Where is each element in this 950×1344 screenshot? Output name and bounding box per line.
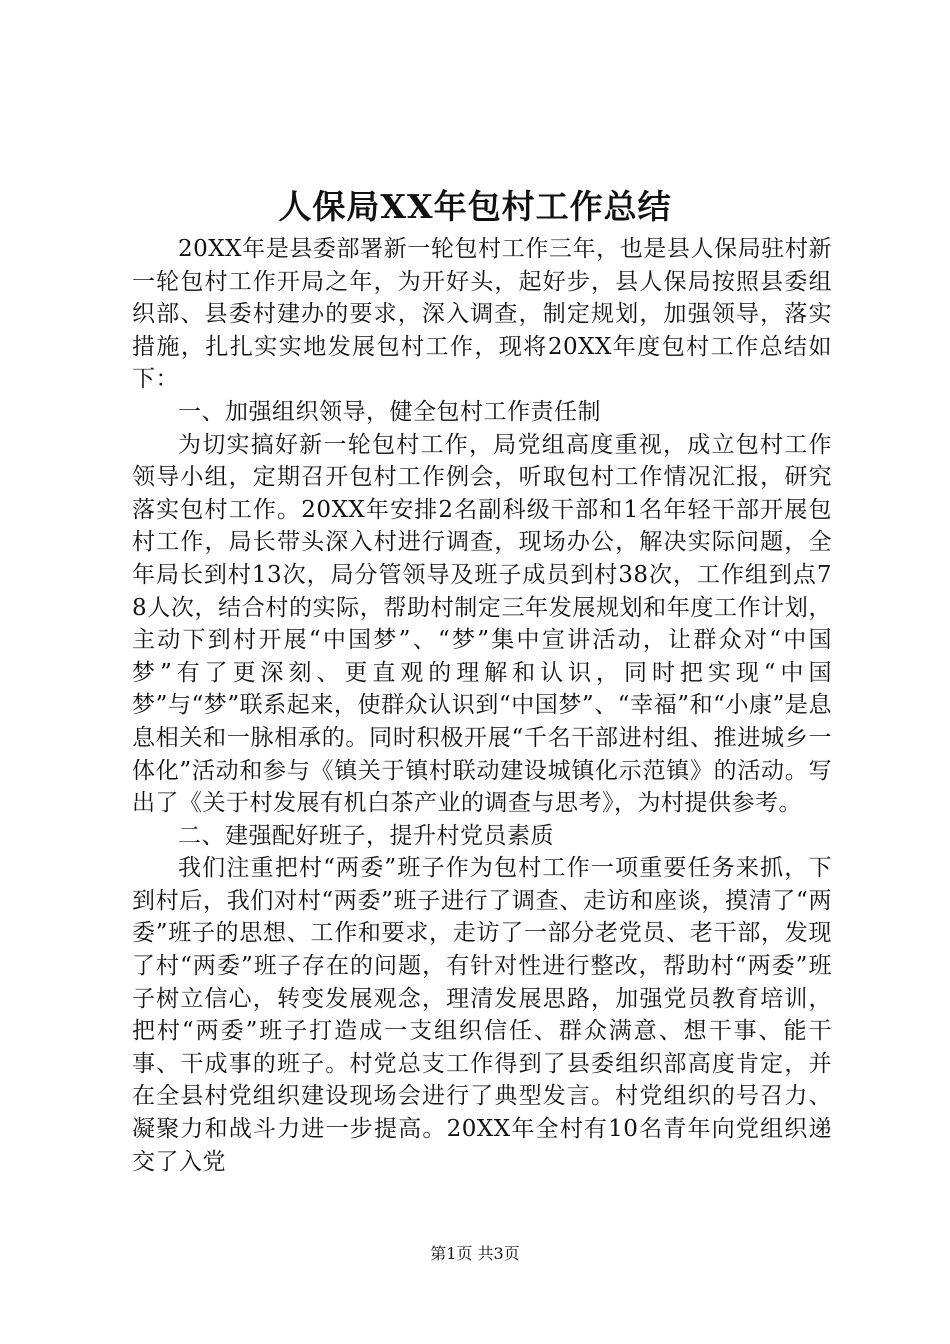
section-heading-2: 二、建强配好班子，提升村党员素质 (178, 822, 554, 849)
section-1-paragraph: 为切实搞好新一轮包村工作，局党组高度重视，成立包村工作领导小组，定期召开包村工作例会，听取包村工作情况汇报，研究落实包村工作。20XX年安排2名副科级干部和1名年轻干部开展包村工作，局长带头深入村进行调查，现场办公，解决实际问题，全年局长到村13次，局分管领导及班子成员到村38次，工作组到点78人次，结合村的实际，帮助村制定三年发展规划和年度工作计划，主动下到村开展“中国梦”、“梦”集中宣讲活动，让群众对“中国梦”有了更深刻、更直观的理解和认识，同时把实现“中国梦”与“梦”联系起来，使群众认识到“中国梦”、“幸福”和“小康”是息息相关和一脉相承的。同时积极开展“千名干部进村组、推进城乡一体化”活动和参与《镇关于镇村联动建设城镇化示范镇》的活动。写出了《关于村发展有机白茶产业的调查与思考》，为村提供参考。 (132, 431, 832, 817)
section-2-paragraph: 我们注重把村“两委”班子作为包村工作一项重要任务来抓，下到村后，我们对村“两委”班子进行了调查、走访和座谈，摸清了“两委”班子的思想、工作和要求，走访了一部分老党员、老干部，发现了村“两委”班子存在的问题，有针对性进行整改，帮助村“两委”班子树立信心，转变发展观念，理清发展思路，加强党员教育培训，把村“两委”班子打造成一支组织信任、群众满意、想干事、能干事、干成事的班子。村党总支工作得到了县委组织部高度肯定，并在全县村党组织建设现场会进行了典型发言。村党组织的号召力、凝聚力和战斗力进一步提高。20XX年全村有10名青年向党组织递交了入党 (132, 855, 832, 1175)
page-footer: 第1页 共3页 (430, 1244, 520, 1263)
section-heading-1: 一、加强组织领导，健全包村工作责任制 (178, 398, 601, 425)
document-body (132, 233, 832, 1178)
intro-paragraph: 20XX年是县委部署新一轮包村工作三年，也是县人保局驻村新一轮包村工作开局之年，为开好头，起好步，县人保局按照县委组织部、县委村建办的要求，深入调查，制定规划，加强领导，落实措施，扎扎实实地发展包村工作，现将20XX年度包村工作总结如下： (132, 236, 832, 393)
document-title: 人保局XX年包村工作总结 (278, 187, 672, 226)
